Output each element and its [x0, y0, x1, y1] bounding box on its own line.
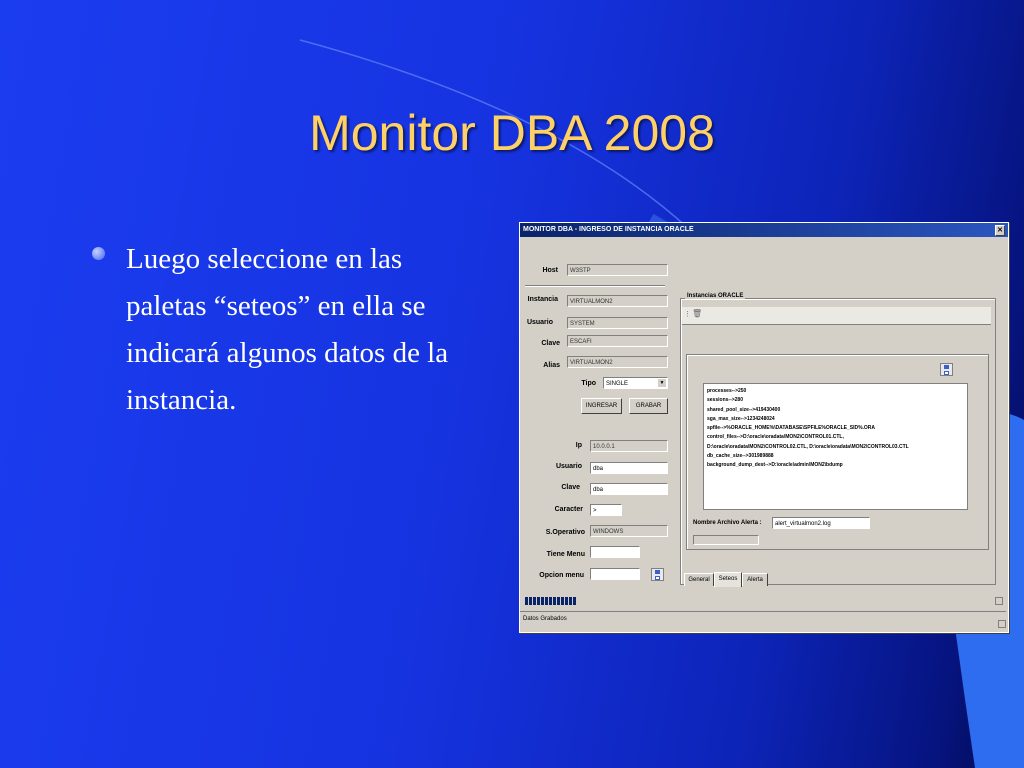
grabar-button[interactable]: GRABAR — [629, 398, 668, 414]
alerta-field[interactable]: alert_virtualmon2.log — [772, 517, 870, 529]
clave2-label: Clave — [561, 484, 580, 491]
param-line: sga_max_size-->1234248024 — [707, 415, 775, 422]
ip-field[interactable]: 10.0.0.1 — [590, 440, 668, 452]
tipo-label: Tipo — [581, 380, 596, 387]
tab-general[interactable]: General — [684, 573, 714, 586]
alerta-label: Nombre Archivo Alerta : — [693, 520, 762, 526]
alias-field[interactable]: VIRTUALMON2 — [567, 356, 668, 368]
instancias-group-label: Instancias ORACLE — [687, 293, 744, 299]
clave-label: Clave — [541, 340, 560, 347]
status-text: Datos Grabados — [523, 616, 567, 622]
opcion-menu-field[interactable] — [590, 568, 640, 580]
slide-title: Monitor DBA 2008 — [309, 105, 715, 161]
tiene-menu-field[interactable] — [590, 546, 640, 558]
caracter-label: Caracter — [554, 506, 583, 513]
save-icon[interactable] — [651, 568, 664, 581]
instancia-field[interactable]: VIRTUALMON2 — [567, 295, 668, 307]
usuario2-label: Usuario — [555, 463, 582, 470]
bullet-item — [92, 236, 487, 424]
tab-alerta[interactable]: Alerta — [742, 573, 768, 586]
divider — [520, 611, 1006, 612]
window-title: MONITOR DBA - INGRESO DE INSTANCIA ORACLE — [523, 226, 694, 233]
ip-label: Ip — [575, 442, 582, 449]
empty-field — [693, 535, 759, 545]
clave2-field[interactable]: dba — [590, 483, 668, 495]
chevron-down-icon[interactable]: ▼ — [659, 380, 665, 386]
trash-icon[interactable]: 🗑 — [692, 309, 703, 318]
resize-grip[interactable] — [995, 597, 1003, 605]
divider — [525, 285, 665, 287]
param-line: db_cache_size-->301989888 — [707, 453, 774, 460]
usuario-field[interactable]: SYSTEM — [567, 317, 668, 329]
param-line: control_files-->D:\oracle\oradata\MON2\CONTROL01.CTL, — [707, 434, 844, 441]
param-line: shared_pool_size-->419430400 — [707, 406, 781, 413]
param-line: background_dump_dest-->D:\oracle\admin\MON2\bdump — [707, 462, 843, 469]
tab-seteos[interactable]: Seteos — [714, 572, 742, 587]
clave-field[interactable]: ESCAFI — [567, 335, 668, 347]
alias-label: Alias — [543, 362, 560, 369]
toolbar-grip-icon: ⋮ — [684, 311, 691, 318]
ingresar-button[interactable]: INGRESAR — [581, 398, 622, 414]
tipo-select[interactable] — [603, 377, 668, 389]
host-label: Host — [542, 267, 558, 274]
opcion-menu-label: Opcion menu — [539, 572, 584, 579]
tiene-menu-label: Tiene Menu — [546, 551, 585, 558]
app-window — [519, 222, 1009, 633]
host-field[interactable]: W3STP — [567, 264, 668, 276]
instancia-label: Instancia — [527, 296, 558, 303]
param-line: spfile-->%ORACLE_HOME%\DATABASE\SPFILE%ORACLE_SID%.ORA — [707, 425, 876, 432]
bullet-text: Luego seleccione en las paletas “seteos” en ella se indicará algunos datos de la instancia. — [126, 243, 449, 416]
so-field[interactable]: WINDOWS — [590, 525, 668, 537]
window-titlebar — [520, 223, 1008, 237]
progress-bar — [523, 595, 1003, 607]
so-label: S.Operativo — [545, 529, 585, 536]
param-line: D:\oracle\oradata\MON2\CONTROL02.CTL, D:\oracle\oradata\MON2\CONTROL03.CTL — [707, 443, 909, 450]
close-icon[interactable]: ✕ — [995, 225, 1005, 236]
bullet-dot-icon — [92, 247, 105, 260]
usuario2-field[interactable]: dba — [590, 462, 668, 474]
resize-grip[interactable] — [998, 620, 1006, 628]
params-textarea[interactable] — [703, 383, 968, 510]
param-line: sessions-->280 — [707, 397, 743, 404]
caracter-field[interactable]: > — [590, 504, 622, 516]
toolbar — [682, 307, 991, 325]
tipo-value: SINGLE — [606, 381, 629, 387]
param-line: processes-->250 — [707, 388, 747, 394]
usuario-label: Usuario — [526, 319, 553, 326]
save-icon[interactable] — [940, 363, 953, 376]
